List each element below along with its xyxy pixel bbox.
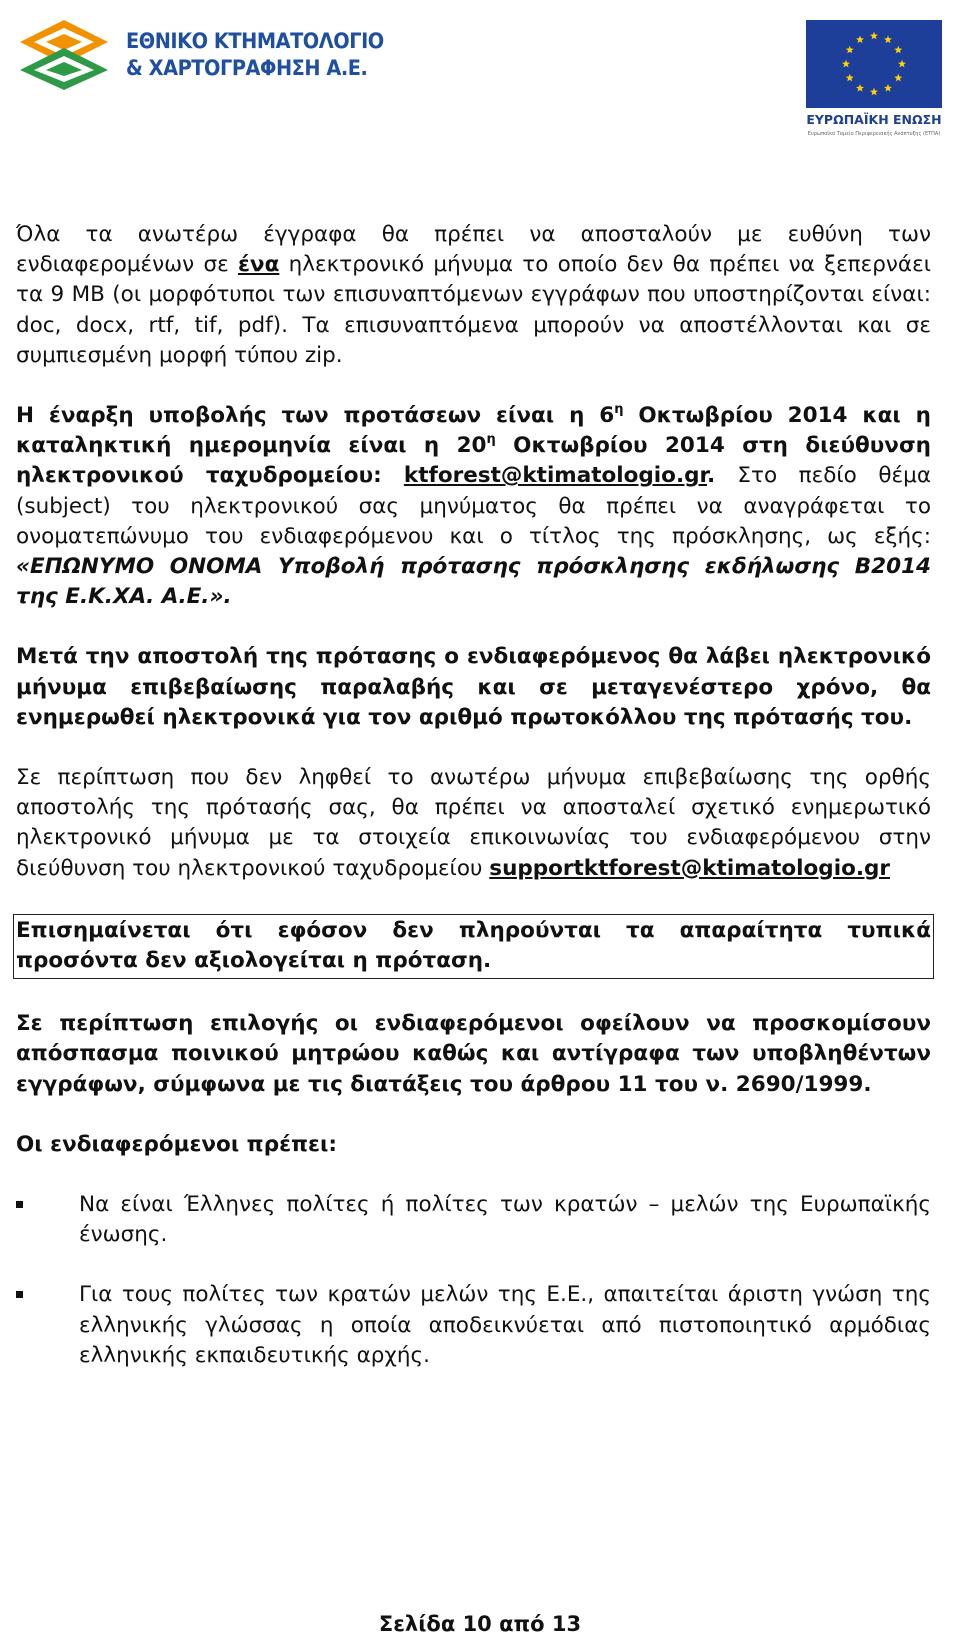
bullet-icon <box>16 1201 23 1208</box>
boxed-notice: Επισημαίνεται ότι εφόσον δεν πληρούνται τα απαραίτητα τυπικά προσόντα δεν αξιολογείται η πρόταση. <box>13 914 934 979</box>
requirements-heading: Οι ενδιαφερόμενοι πρέπει: <box>16 1131 337 1157</box>
page-number: Σελίδα 10 από 13 <box>378 1612 582 1636</box>
paragraph-dates: Η έναρξη υποβολής των προτάσεων είναι η $6^\eta$ Οκτωβρίου 2014 και η καταληκτική ημερομηνία είναι η $20^\eta$ Οκτωβρίου 2014 στη διεύθυνση ηλεκτρονικού ταχυδρομείου: ktforest@ktimatologio.gr. Στο πεδίο θέμα (subject) του ηλεκτρονικού σας μηνύματος θα πρέπει να αναγράφεται το ονοματεπώνυμο του ενδιαφερόμενου και ο τίτλος της πρόσκλησης, ως εξής: «ΕΠΩΝΥΜΟ ΟΝΟΜΑ Υποβολή πρότασης πρόσκλησης εκδήλωσης Β2014 της Ε.Κ.ΧΑ. Α.Ε.». <box>16 402 931 610</box>
subject-format: «ΕΠΩΝΥΜΟ ΟΝΟΜΑ Υποβολή πρότασης πρόσκλησης εκδήλωσης Β2014 της Ε.Κ.ΧΑ. Α.Ε.». <box>16 554 931 610</box>
list-item: Για τους πολίτες των κρατών μελών της Ε.Ε., απαιτείται άριστη γνώση της ελληνικής γλώσσας η οποία αποδεικνύεται από πιστοποιητικό αρμόδιας ελληνικής εκπαιδευτικής αρχής. <box>16 1280 931 1371</box>
paragraph-criminal-record: Σε περίπτωση επιλογής οι ενδιαφερόμενοι οφείλουν να προσκομίσουν απόσπασμα ποινικού μητρώου καθώς και αντίγραφα των υποβληθέντων εγγράφων, σύμφωνα με τις διατάξεις του άρθρου 11 του ν. 2690/1999. <box>16 1011 931 1097</box>
eu-caption: ΕΥΡΩΠΑΪΚΗ ΕΝΩΣΗ <box>806 112 942 127</box>
bullet-icon <box>16 1291 23 1298</box>
paragraph-submission: Όλα τα ανωτέρω έγγραφα θα πρέπει να αποσταλούν με ευθύνη των ενδιαφερομένων σε ένα ηλεκτρονικό μήνυμα το οποίο δεν θα πρέπει να ξεπερνάει τα 9 MB (οι μορφότυποι των επισυναπτόμενων εγγράφων που υποστηρίζονται είναι: doc, docx, rtf, tif, pdf). Τα επισυναπτόμενα μπορούν να αποστέλλονται και σε συμπιεσμένη μορφή τύπου zip. <box>16 222 931 368</box>
paragraph-support: Σε περίπτωση που δεν ληφθεί το ανωτέρω μήνυμα επιβεβαίωσης της ορθής αποστολής της πρότασής σας, θα πρέπει να αποσταλεί σχετικό ενημερωτικό ηλεκτρονικό μήνυμα με τα στοιχεία επικοινωνίας του ενδιαφερόμενου στην διεύθυνση του ηλεκτρονικού ταχυδρομείου supportktforest@ktimatologio.gr <box>16 765 931 881</box>
paragraph-confirmation: Μετά την αποστολή της πρότασης ο ενδιαφερόμενος θα λάβει ηλεκτρονικό μήνυμα επιβεβαίωσης παραλαβής και σε μεταγενέστερο χρόνο, θα ενημερωθεί ηλεκτρονικά για τον αριθμό πρωτοκόλλου της πρότασής του. <box>16 644 931 730</box>
email-link-ktforest[interactable]: ktforest@ktimatologio.gr <box>403 463 708 489</box>
eu-subcaption: Ευρωπαϊκό Ταμείο Περιφερειακής Ανάπτυξης (ΕΤΠΑ) <box>807 131 941 137</box>
emphasis-one: ένα <box>237 252 280 278</box>
document-body <box>16 220 931 1371</box>
eu-flag-icon <box>800 20 948 148</box>
org-name: ΕΘΝΙΚΟ ΚΤΗΜΑΤΟΛΟΓΙΟ & ΧΑΡΤΟΓΡΑΦΗΣΗ Α.Ε. <box>126 29 384 80</box>
page-header <box>0 0 960 150</box>
email-link-support[interactable]: supportktforest@ktimatologio.gr <box>489 855 890 881</box>
list-item: Να είναι Έλληνες πολίτες ή πολίτες των κρατών – μελών της Ευρωπαϊκής ένωσης. <box>16 1190 931 1250</box>
